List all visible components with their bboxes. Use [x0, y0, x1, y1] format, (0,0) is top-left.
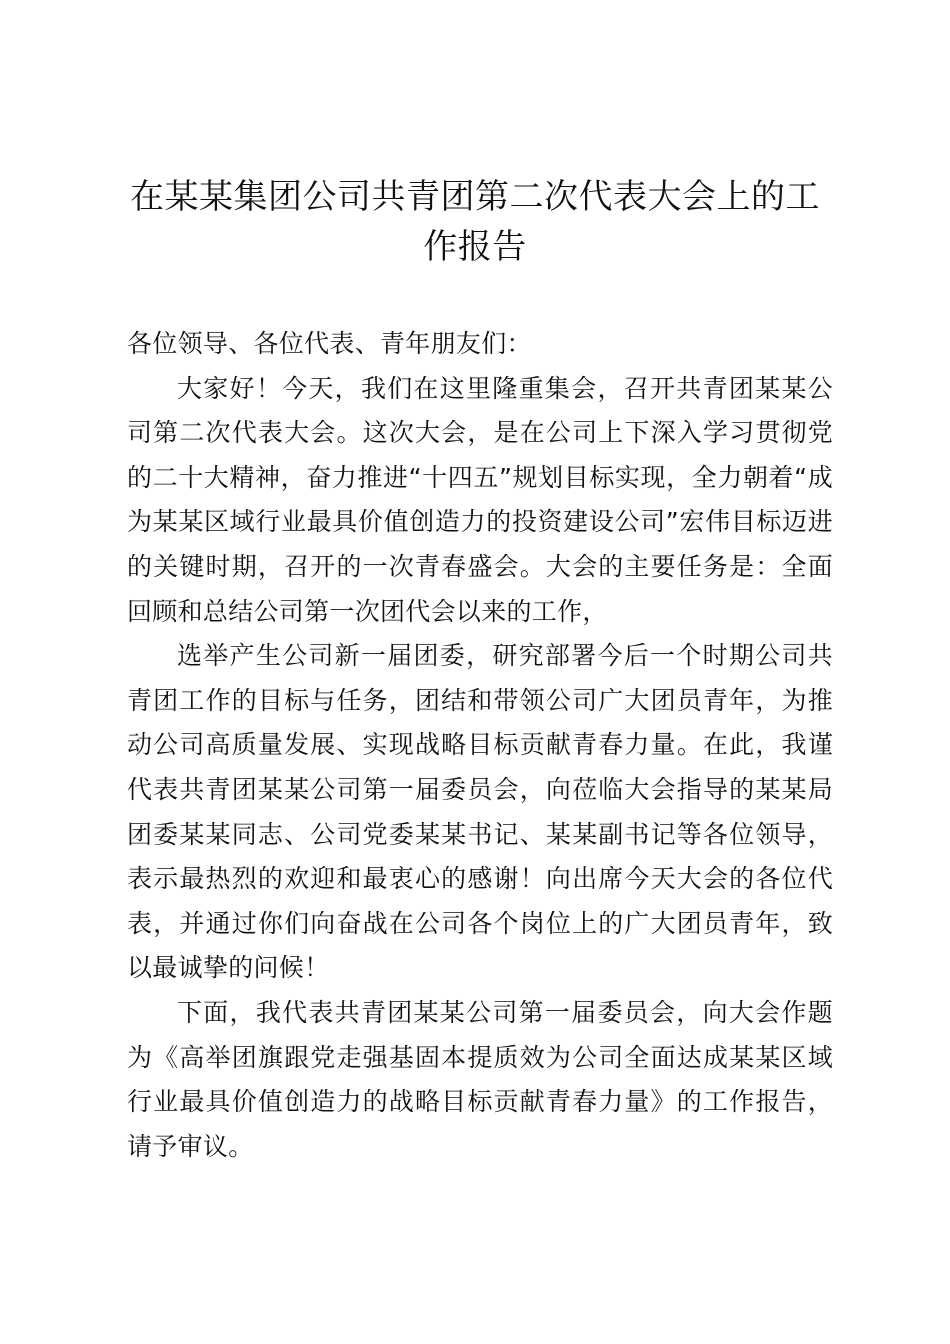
document-body	[127, 322, 833, 1169]
paragraph-welcome: 选举产生公司新一届团委，研究部署今后一个时期公司共青团工作的目标与任务，团结和带领公司广大团员青年，为推动公司高质量发展、实现战略目标贡献青春力量。在此，我谨代表共青团某某公司第一届委员会，向莅临大会指导的某某局团委某某同志、公司党委某某书记、某某副书记等各位领导，表示最热烈的欢迎和最衷心的感谢！向出席今天大会的各位代表，并通过你们向奋战在公司各个岗位上的广大团员青年，致以最诚挚的问候！	[127, 641, 833, 983]
salutation: 各位领导、各位代表、青年朋友们：	[127, 329, 532, 358]
paragraph-report-intro: 下面，我代表共青团某某公司第一届委员会，向大会作题为《高举团旗跟党走强基固本提质效为公司全面达成某某区域行业最具价值创造力的战略目标贡献青春力量》的工作报告，请予审议。	[127, 997, 833, 1161]
document-title: 在某某集团公司共青团第二次代表大会上的工作报告	[130, 177, 820, 267]
paragraph-opening: 大家好！今天，我们在这里隆重集会，召开共青团某某公司第二次代表大会。这次大会，是在公司上下深入学习贯彻党的二十大精神，奋力推进“十四五”规划目标实现，全力朝着“成为某某区域行业最具价值创造力的投资建设公司”宏伟目标迈进的关键时期，召开的一次青春盛会。大会的主要任务是：全面回顾和总结公司第一次团代会以来的工作，	[127, 373, 833, 626]
